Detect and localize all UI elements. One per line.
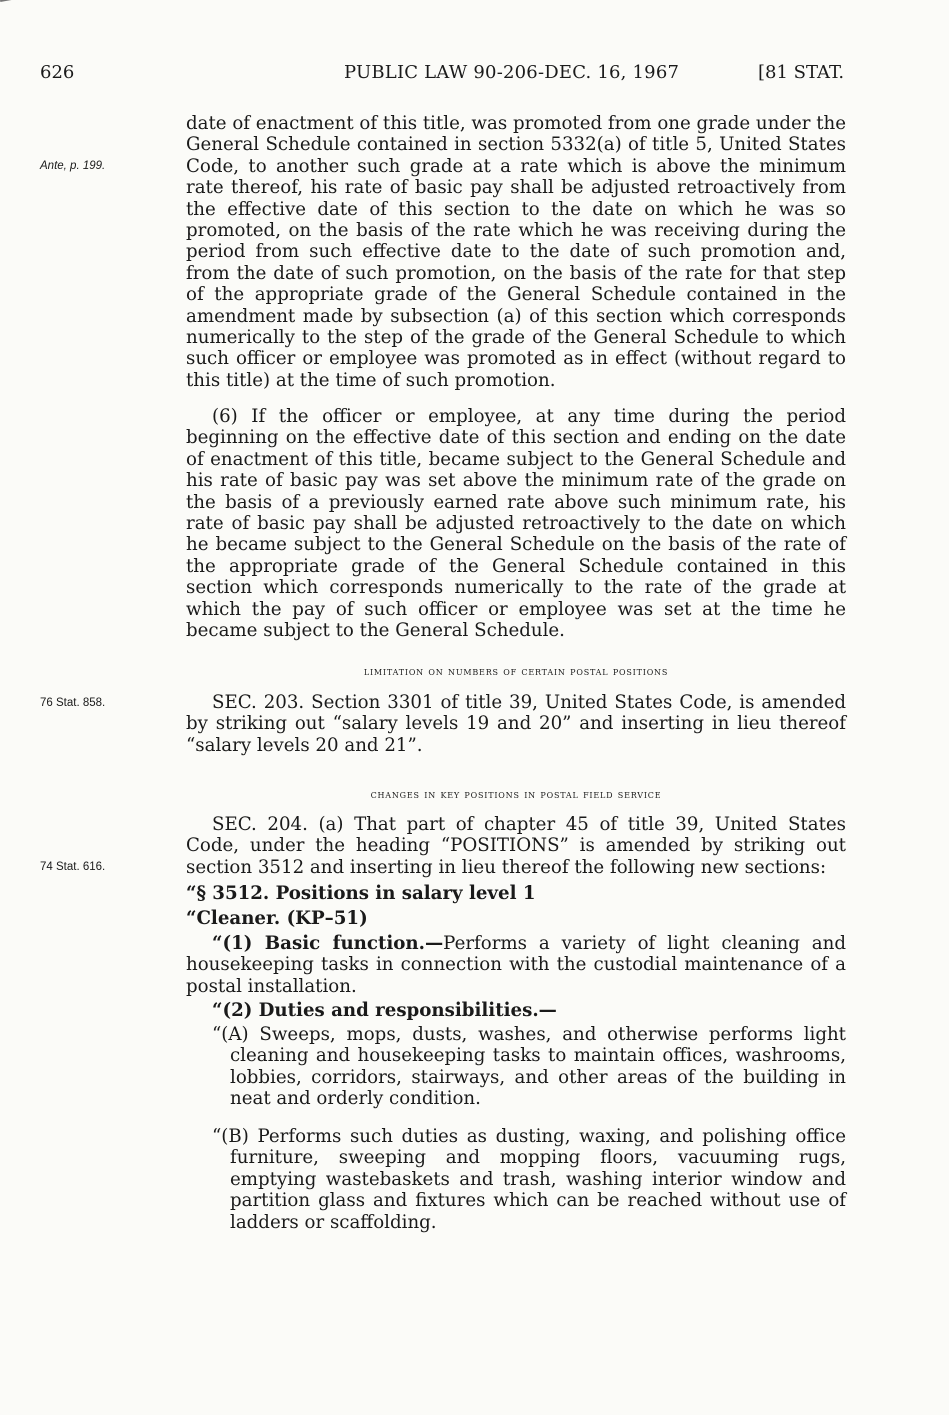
paragraph-6: (6) If the officer or employee, at any time during the period beginning on the effective date of this section and ending on the date of enactment of this title, became subject to the General Schedule and his rate of basic pay was set above the minimum rate of the grade on the basis of a previously earned rate above such minimum rate, his rate of basic pay shall be adjusted retroactively to the date on which he became subject to the General Schedule on the basis of the rate of the appropriate grade of the General Schedule contained in this section which corresponds numerically to the rate of the grade at which the pay of such officer or employee was set at the time he became subject to the General Schedule.: [186, 406, 846, 642]
heading-limitation: limitation on numbers of certain postal positions: [363, 664, 669, 678]
margin-note-74-stat: 74 Stat. 616.: [40, 861, 106, 873]
margin-note-76-stat: 76 Stat. 858.: [40, 697, 106, 709]
paragraph-promotion: date of enactment of this title, was promoted from one grade under the General Schedule contained in section 5332(a) of title 5, United States Code, to another such grade at a rate which is above the minimum rate thereof, his rate of basic pay shall be adjusted retroactively from the effective date of this section to the date on which he was so promoted, on the basis of the rate which he was receiving during the period from such effective date to the date of such promotion and, from the date of such promotion, on the basis of the rate for that step of the appropriate grade of the General Schedule contained in the amendment made by subsection (a) of this section which corresponds numerically to the step of the grade of the General Schedule to which such officer or employee was promoted as in effect (without regard to this title) at the time of such promotion.: [186, 113, 846, 391]
section-203: SEC. 203. Section 3301 of title 39, United States Code, is amended by striking out “salary levels 19 and 20” and inserting in lieu thereof “salary levels 20 and 21”.: [186, 692, 846, 756]
heading-changes: changes in key positions in postal field service: [370, 787, 662, 801]
corner-mark: [0, 0, 59, 2]
basic-function-text: Performs a variety of light cleaning and housekeeping tasks in connection with the custodial maintenance of a postal installation.: [186, 933, 846, 997]
stat-reference: [81 STAT.: [758, 62, 845, 83]
basic-function-label: “(1) Basic function.—: [212, 933, 444, 954]
duty-a: “(A) Sweeps, mops, dusts, washes, and otherwise performs light cleaning and housekeeping tasks to maintain offices, washrooms, lobbies, corridors, stairways, and other areas of the building in neat and orderly condition.: [212, 1024, 846, 1110]
duties-heading: “(2) Duties and responsibilities.—: [212, 1000, 557, 1021]
section-204: SEC. 204. (a) That part of chapter 45 of title 39, United States Code, under the heading “POSITIONS” is amended by striking out section 3512 and inserting in lieu thereof the following new sections:: [186, 814, 846, 878]
page-title: PUBLIC LAW 90-206-DEC. 16, 1967: [344, 62, 680, 83]
page-number: 626: [40, 62, 75, 83]
section-3512-heading: “§ 3512. Positions in salary level 1: [186, 883, 536, 904]
basic-function: [186, 933, 846, 997]
cleaner-heading: “Cleaner. (KP–51): [186, 908, 368, 929]
duty-b: “(B) Performs such duties as dusting, waxing, and polishing office furniture, sweeping and mopping floors, vacuuming rugs, emptying wastebaskets and trash, washing interior window and partition glass and fixtures which can be reached without use of ladders or scaffolding.: [212, 1126, 846, 1233]
margin-note-ante: Ante, p. 199.: [40, 160, 106, 172]
